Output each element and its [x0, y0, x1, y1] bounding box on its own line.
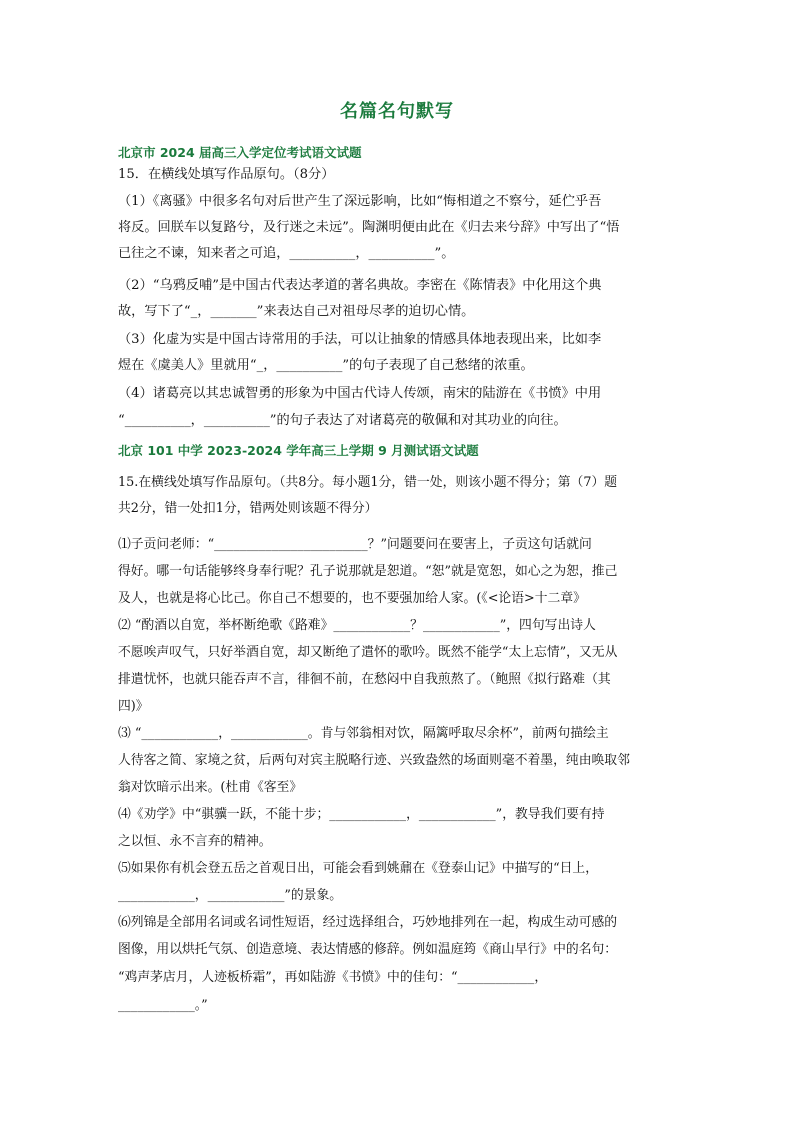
text-line: （1）《离骚》中很多名句对后世产生了深远影响，比如“悔相道之不察兮，延伫乎吾 — [118, 194, 602, 209]
text-line: 已往之不谏，知来者之可追，__________，__________”。 — [118, 246, 455, 261]
text-line: ⑶ “____________，____________。肯与邻翁相对饮，隔篱呼取尽余杯”，前两句描绘主 — [118, 726, 609, 741]
text-line: 不愿唉声叹气，只好举酒自宽，却又断绝了遣怀的歌吟。既然不能学“太上忘情”，又无从 — [118, 645, 618, 660]
text-line: 共2分，错一处扣1分，错两处则该题不得分） — [118, 501, 378, 516]
text-line: 15．在横线处填写作品原句。（8分） — [118, 167, 335, 182]
text-line: （2）“乌鸦反哺”是中国古代表达孝道的著名典故。李密在《陈情表》中化用这个典 — [118, 278, 602, 293]
text-line: ⑸如果你有机会登五岳之首观日出，可能会看到姚鼐在《登泰山记》中描写的“日上， — [118, 861, 599, 876]
text-line: ⑷《劝学》中“骐骥一跃，不能十步；____________，____________”，教导我们要有持 — [118, 807, 605, 822]
text-line: “鸡声茅店月，人迹板桥霜”，再如陆游《书愤》中的佳句：“____________， — [118, 970, 548, 985]
text-line: （4）诸葛亮以其忠诚智勇的形象为中国古代诗人传颂，南宋的陆游在《书愤》中用 — [118, 386, 602, 401]
section-source-2: 北京 101 中学 2023-2024 学年高三上学期 9 月测试语文试题 — [118, 443, 479, 458]
text-line: ____________。” — [118, 998, 208, 1013]
text-line: 得好。哪一句话能够终身奉行呢？孔子说那就是恕道。“恕”就是宽恕，如心之为恕，推己 — [118, 564, 618, 579]
text-line: 图像，用以烘托气氛、创造意境、表达情感的修辞。例如温庭筠《商山早行》中的名句： — [118, 942, 618, 957]
text-line: 之以恒、永不言弃的精神。 — [118, 834, 272, 849]
section-source-1: 北京市 2024 届高三入学定位考试语文试题 — [118, 145, 362, 160]
text-line: 四)》 — [118, 699, 149, 714]
text-line: ⑹列锦是全部用名词或名词性短语，经过选择组合，巧妙地排列在一起，构成生动可感的 — [118, 915, 618, 930]
text-line: （3）化虚为实是中国古诗常用的手法，可以让抽象的情感具体地表现出来，比如李 — [118, 332, 602, 347]
text-line: ⑵ “酌酒以自宽，举杯断绝歌《路难》____________？____________”，四句写出诗人 — [118, 618, 596, 633]
page-title: 名篇名句默写 — [340, 101, 454, 122]
text-line: “__________，__________”的句子表达了对诸葛亮的敬佩和对其功业的向往。 — [118, 413, 567, 428]
text-line: 人待客之简、家境之贫，后两句对宾主脱略行迹、兴致盎然的场面则毫不着墨，纯由唤取邻 — [118, 753, 630, 768]
text-line: 及人，也就是将心比己。你自己不想要的，也不要强加给人家。(《<论语>十二章》 — [118, 591, 586, 606]
text-line: 煜在《虞美人》里就用“_，__________”的句子表现了自己愁绪的浓重。 — [118, 358, 534, 373]
text-line: ____________，____________”的景象。 — [118, 888, 343, 903]
text-line: ⑴子贡问老师：“________________________？”问题要问在要害上，子贡这句话就问 — [118, 537, 592, 552]
text-line: 15.在横线处填写作品原句。（共8分。每小题1分，错一处，则该小题不得分；第（7）题 — [118, 475, 618, 490]
text-line: 故，写下了“_，_______”来表达自己对祖母尽孝的迫切心情。 — [118, 304, 475, 319]
text-line: 排遣忧怀，也就只能吞声不言，徘徊不前，在愁闷中自我煎熬了。（鲍照《拟行路难（其 — [118, 672, 611, 687]
text-line: 将反。回朕车以复路兮，及行迷之未远”。陶渊明便由此在《归去来兮辞》中写出了“悟 — [118, 220, 620, 235]
text-line: 翁对饮暗示出来。(杜甫《客至》 — [118, 780, 303, 795]
